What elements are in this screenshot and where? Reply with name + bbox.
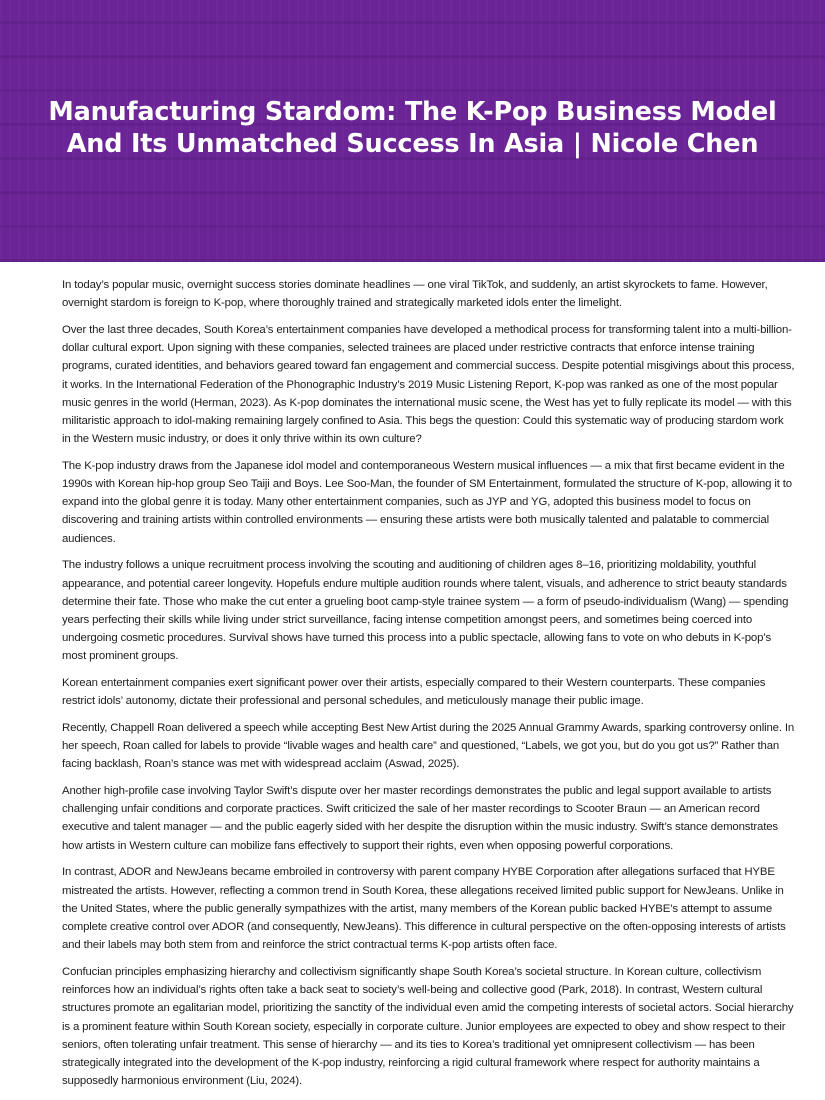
hero-banner <box>0 0 825 262</box>
article-paragraph: Another high-profile case involving Taylor Swift’s dispute over her master recordings demonstrates the public and legal support available to artists challenging unfair conditions and corporate practices. Swift criticized the sale of her master recordings to Scooter Braun — an American record executive and talent manager — and the public eagerly sided with her despite the disruption within the music industry. Swift’s stance demonstrates how artists in Western culture can mobilize fans effectively to support their rights, even when opposing powerful corporations. <box>62 785 778 852</box>
page-title: Manufacturing Stardom: The K-Pop Business Model And Its Unmatched Success In Asia | Nicole Chen <box>48 97 777 159</box>
article-paragraph: In contrast, ADOR and NewJeans became embroiled in controversy with parent company HYBE Corporation after allegations surfaced that HYBE mistreated the artists. However, reflecting a common trend in South Korea, these allegations received limited public support for NewJeans. Unlike in the United States, where the public generally sympathizes with the artist, many members of the Korean public backed HYBE’s attempt to assume complete creative control over ADOR (and consequently, NewJeans). This difference in cultural perspective on the often-opposing interests of artists and their labels may both stem from and reinforce the strict contractual terms K-pop artists often face. <box>62 866 786 952</box>
article-paragraph: Korean entertainment companies exert significant power over their artists, especially compared to their Western counterparts. These companies restrict idols’ autonomy, dictate their professional and personal schedules, and meticulously manage their public image. <box>62 677 766 708</box>
article-paragraph: In today’s popular music, overnight success stories dominate headlines — one viral TikTok, and suddenly, an artist skyrockets to fame. However, overnight stardom is foreign to K-pop, where thoroughly trained and strategically marketed idols enter the limelight. <box>62 279 768 310</box>
article-paragraph: Recently, Chappell Roan delivered a speech while accepting Best New Artist during the 2025 Annual Grammy Awards, sparking controversy online. In her speech, Roan called for labels to provide “livable wages and health care” and questioned, “Labels, we got you, but do you got us?” Rather than facing backlash, Roan’s stance was met with widespread acclaim (Aswad, 2025). <box>62 721 795 771</box>
article-paragraph: The industry follows a unique recruitment process involving the scouting and auditioning of children ages 8–16, prioritizing moldability, youthful appearance, and potential career longevity. Hopefuls endure multiple audition rounds where talent, visuals, and adherence to strict beauty standards determine their fate. Those who make the cut enter a grueling boot camp-style trainee system — a form of pseudo-individualism (Wang) — spending years perfecting their skills while living under strict surveillance, facing intense competition amongst peers, and sometimes being coerced into undergoing cosmetic procedures. Survival shows have turned this process into a public spectacle, allowing fans to vote on who debuts in K-pop’s most prominent groups. <box>62 559 789 663</box>
article-paragraph: Confucian principles emphasizing hierarchy and collectivism significantly shape South Korea’s societal structure. In Korean culture, collectivism reinforces how an individual’s rights often take a back seat to society’s well-being and collective good (Park, 2018). In contrast, Western cultural structures promote an egalitarian model, prioritizing the sanctity of the individual even amid the competing interests of societal actors. Social hierarchy is a prominent feature within South Korean society, especially in corporate culture. Junior employees are expected to obey and show respect to their seniors, often tolerating unfair treatment. This sense of hierarchy — and its ties to Korea’s traditional yet omnipresent collectivism — has been strategically integrated into the development of the K-pop industry, reinforcing a rigid cultural framework where respect for authority maintains a supposedly harmonious environment (Liu, 2024). <box>62 965 794 1088</box>
article-paragraph: Over the last three decades, South Korea’s entertainment companies have developed a methodical process for transforming talent into a multi-billion-dollar cultural export. Upon signing with these companies, selected trainees are placed under restrictive contracts that enforce intense training programs, curated identities, and behaviors geared toward fan engagement and commercial success. Despite potential misgivings about this process, it works. In the International Federation of the Phonographic Industry’s 2019 Music Listening Report, K-pop was ranked as one of the most popular music genres in the world (Herman, 2023). As K-pop dominates the international music scene, the West has yet to fully replicate its model — with this militaristic approach to idol-making remaining largely confined to Asia. This begs the question: Could this systematic way of producing stardom work in the Western music industry, or does it only thrive within its own culture? <box>62 323 795 446</box>
article-paragraph: The K-pop industry draws from the Japanese idol model and contemporaneous Western musical influences — a mix that first became evident in the 1990s with Korean hip-hop group Seo Taiji and Boys. Lee Soo-Man, the founder of SM Entertainment, formulated the structure of K-pop, allowing it to expand into the global genre it is today. Many other entertainment companies, such as JYP and YG, adopted this business model to focus on discovering and training artists within controlled environments — ensuring these artists were both musically talented and palatable to commercial audiences. <box>62 459 792 545</box>
article-body <box>62 276 795 1099</box>
